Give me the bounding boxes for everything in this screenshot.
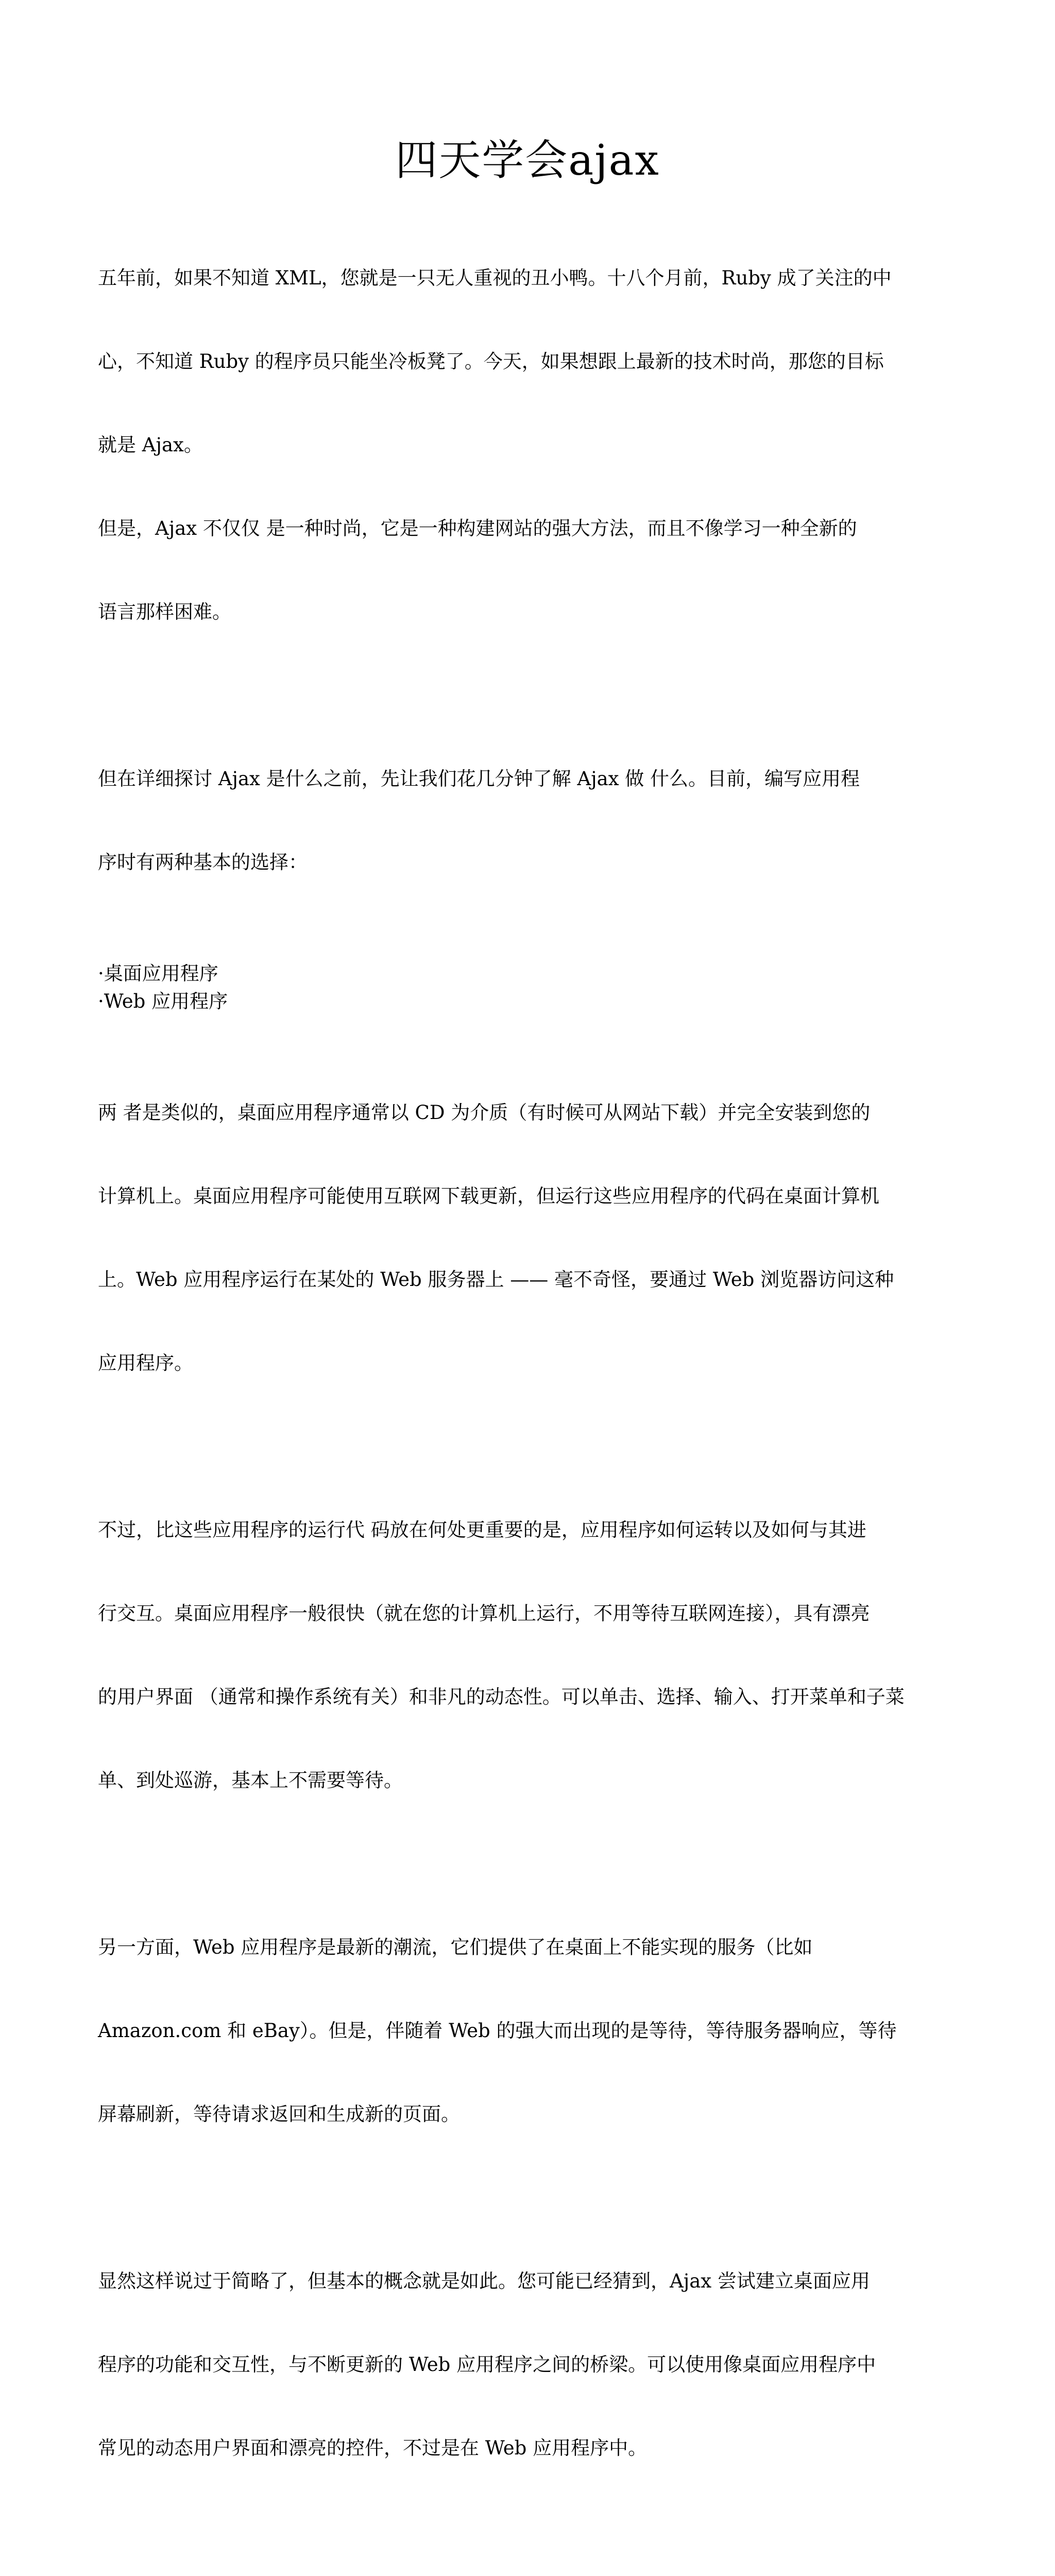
paragraph-spacer [98,1015,963,1043]
paragraph-however [98,1461,963,1850]
text-line: 屏幕刷新，等待请求返回和生成新的页面。 [98,2103,460,2125]
text-line: 语言那样困难。 [98,601,231,623]
text-line: 但是，Ajax 不仅仅 是一种时尚，它是一种构建网站的强大方法，而且不像学习一种全新的 [98,517,857,539]
text-line: 序时有两种基本的选择： [98,851,308,873]
text-line: 上。Web 应用程序运行在某处的 Web 服务器上 —— 毫不奇怪，要通过 Web 浏览器访问这种 [98,1268,894,1291]
text-line: 常见的动态用户界面和漂亮的控件，不过是在 Web 应用程序中。 [98,2437,648,2459]
paragraph-spacer [98,2518,963,2546]
document-title: 四天学会ajax [395,136,660,185]
paragraph-spacer [98,932,963,960]
text-line: 五年前，如果不知道 XML，您就是一只无人重视的丑小鸭。十八个月前，Ruby 成了关注的中 [98,267,892,289]
text-line: Amazon.com 和 eBay）。但是，伴随着 Web 的强大而出现的是等待，等待服务器响应，等待 [98,2020,897,2042]
paragraph-obviously [98,2212,963,2518]
text-line: 单、到处巡游，基本上不需要等待。 [98,1769,403,1791]
paragraph-spacer [98,1433,963,1461]
text-line: 心，不知道 Ruby 的程序员只能坐冷板凳了。今天，如果想跟上最新的技术时尚，那您的目标 [98,350,884,372]
paragraph-before-list [98,709,963,932]
text-line: 行交互。桌面应用程序一般很快（就在您的计算机上运行，不用等待互联网连接），具有漂亮 [98,1602,870,1624]
text-line: 不过，比这些应用程序的运行代 码放在何处更重要的是，应用程序如何运转以及如何与其进 [98,1519,866,1541]
list-item: ·Web 应用程序 [98,990,228,1012]
text-line: 两 者是类似的，桌面应用程序通常以 CD 为介质（有时候可从网站下载）并完全安装到您的 [98,1101,871,1124]
document-body [98,209,963,2576]
text-line: 的用户界面 （通常和操作系统有关）和非凡的动态性。可以单击、选择、输入、打开菜单和子菜 [98,1686,905,1708]
text-line: 另一方面，Web 应用程序是最新的潮流，它们提供了在桌面上不能实现的服务（比如 [98,1936,813,1958]
paragraph-spacer [98,1850,963,1878]
intro-paragraph [98,209,963,682]
paragraph-other-hand [98,1878,963,2184]
text-line: 程序的功能和交互性，与不断更新的 Web 应用程序之间的桥梁。可以使用像桌面应用程序中 [98,2353,876,2376]
text-line: 就是 Ajax。 [98,434,203,456]
paragraph-both-similar [98,1043,963,1433]
text-line: 显然这样说过于简略了，但基本的概念就是如此。您可能已经猜到，Ajax 尝试建立桌面应用 [98,2270,870,2292]
text-line: 但在详细探讨 Ajax 是什么之前，先让我们花几分钟了解 Ajax 做 什么。目前，编写应用程 [98,768,860,790]
paragraph-what-waiting [98,2546,963,2576]
paragraph-spacer [98,2184,963,2212]
application-types-list [98,960,963,1015]
paragraph-spacer [98,682,963,709]
list-item: ·桌面应用程序 [98,962,218,985]
text-line: 计算机上。桌面应用程序可能使用互联网下载更新，但运行这些应用程序的代码在桌面计算机 [98,1185,879,1207]
text-line: 应用程序。 [98,1352,193,1374]
